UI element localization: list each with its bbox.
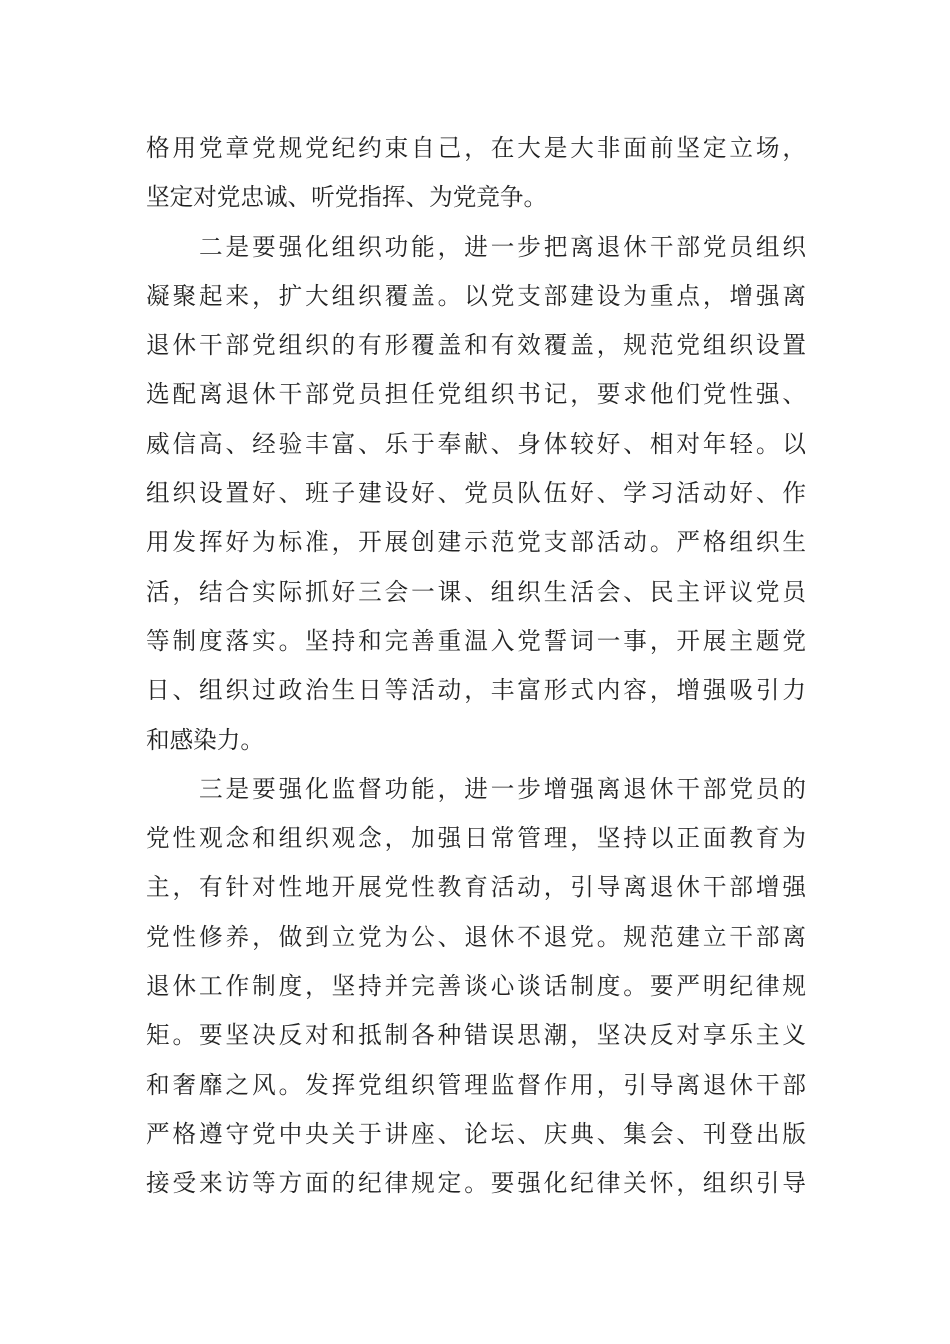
text-line: 等制度落实。坚持和完善重温入党誓词一事，开展主题党	[146, 626, 806, 655]
text-line: 主，有针对性地开展党性教育活动，引导离退休干部增强	[146, 873, 806, 902]
text-line: 严格遵守党中央关于讲座、论坛、庆典、集会、刊登出版	[146, 1119, 806, 1148]
text-line: 和奢靡之风。发挥党组织管理监督作用，引导离退休干部	[146, 1070, 806, 1099]
text-line: 凝聚起来，扩大组织覆盖。以党支部建设为重点，增强离	[146, 281, 806, 310]
text-line: 选配离退休干部党员担任党组织书记，要求他们党性强、	[146, 380, 806, 409]
text-line: 活，结合实际抓好三会一课、组织生活会、民主评议党员	[146, 577, 806, 606]
text-line: 日、组织过政治生日等活动，丰富形式内容，增强吸引力	[146, 676, 806, 705]
text-line: 三是要强化监督功能，进一步增强离退休干部党员的	[146, 774, 806, 803]
text-line: 接受来访等方面的纪律规定。要强化纪律关怀，组织引导	[146, 1169, 806, 1198]
text-line: 退休工作制度，坚持并完善谈心谈话制度。要严明纪律规	[146, 972, 806, 1001]
text-line: 坚定对党忠诚、听党指挥、为党竞争。	[146, 183, 548, 212]
text-line: 党性修养，做到立党为公、退休不退党。规范建立干部离	[146, 922, 806, 951]
document-body	[146, 124, 806, 1209]
text-line: 组织设置好、班子建设好、党员队伍好、学习活动好、作	[146, 479, 806, 508]
text-line: 格用党章党规党纪约束自己，在大是大非面前坚定立场，	[146, 134, 806, 162]
text-line: 二是要强化组织功能，进一步把离退休干部党员组织	[146, 232, 806, 261]
text-line: 用发挥好为标准，开展创建示范党支部活动。严格组织生	[146, 528, 806, 557]
text-line: 和感染力。	[146, 725, 264, 754]
text-line: 党性观念和组织观念，加强日常管理，坚持以正面教育为	[146, 824, 806, 853]
text-line: 威信高、经验丰富、乐于奉献、身体较好、相对年轻。以	[146, 429, 806, 458]
text-line: 矩。要坚决反对和抵制各种错误思潮，坚决反对享乐主义	[146, 1021, 806, 1050]
text-line: 退休干部党组织的有形覆盖和有效覆盖，规范党组织设置	[146, 331, 806, 360]
